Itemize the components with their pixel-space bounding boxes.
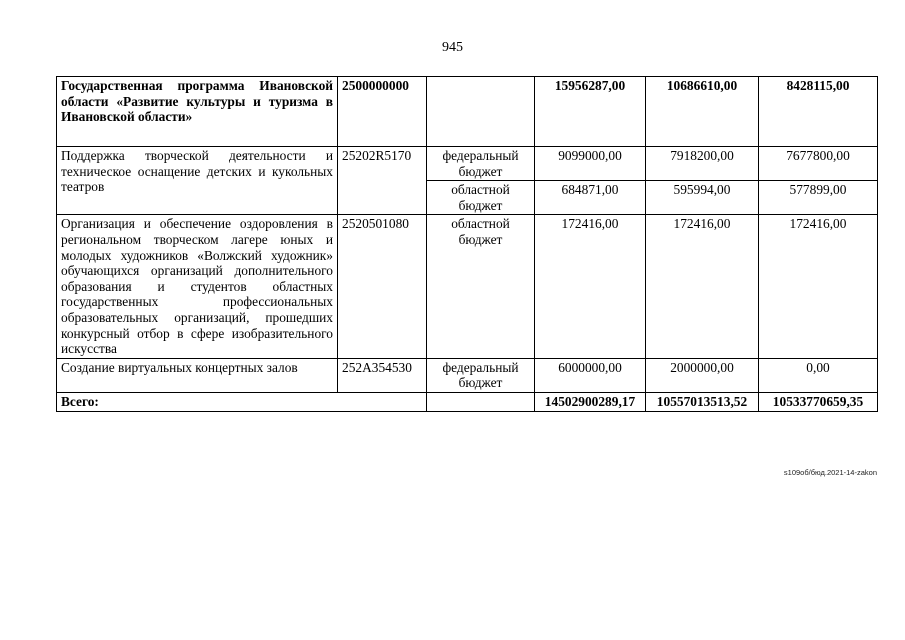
total-row [57, 392, 878, 411]
table-row [57, 77, 878, 147]
funding-source-cell: федеральный бюджет [427, 358, 535, 392]
funding-source-cell: областной бюджет [427, 215, 535, 358]
code-cell: 252A354530 [338, 358, 427, 392]
program-name-cell: Создание виртуальных концертных залов [57, 358, 338, 392]
code-cell: 2520501080 [338, 215, 427, 358]
amount-year3-cell: 8428115,00 [759, 77, 878, 147]
document-footer-code: s109об/бюд.2021-14-zakon [783, 468, 877, 477]
amount-year1-cell: 684871,00 [535, 181, 646, 215]
budget-table [56, 76, 878, 412]
amount-year1-cell: 172416,00 [535, 215, 646, 358]
table-row [57, 147, 878, 181]
program-name-cell: Государственная программа Ивановской области «Развитие культуры и туризма в Ивановской области» [57, 77, 338, 147]
total-label-cell: Всего: [57, 392, 427, 411]
amount-year3-cell: 172416,00 [759, 215, 878, 358]
total-year3-cell: 10533770659,35 [759, 392, 878, 411]
funding-source-cell [427, 392, 535, 411]
amount-year3-cell: 0,00 [759, 358, 878, 392]
code-cell: 25202R5170 [338, 147, 427, 215]
amount-year3-cell: 577899,00 [759, 181, 878, 215]
amount-year2-cell: 7918200,00 [646, 147, 759, 181]
total-year2-cell: 10557013513,52 [646, 392, 759, 411]
amount-year3-cell: 7677800,00 [759, 147, 878, 181]
program-name-cell: Организация и обеспечение оздоровления в региональном творческом лагере юных и молодых художников «Волжский художник» обучающихся организаций дополнительного образования и студентов областных государственных профессиональных образовательных организаций, прошедших конкурсный отбор в сфере изобразительного искусства [57, 215, 338, 358]
funding-source-cell: федеральный бюджет [427, 147, 535, 181]
amount-year1-cell: 9099000,00 [535, 147, 646, 181]
code-cell: 2500000000 [338, 77, 427, 147]
funding-source-cell: областной бюджет [427, 181, 535, 215]
amount-year2-cell: 2000000,00 [646, 358, 759, 392]
program-name-cell: Поддержка творческой деятельности и техническое оснащение детских и кукольных театров [57, 147, 338, 215]
amount-year2-cell: 10686610,00 [646, 77, 759, 147]
amount-year1-cell: 6000000,00 [535, 358, 646, 392]
funding-source-cell [427, 77, 535, 147]
table-row [57, 215, 878, 358]
page-number: 945 [442, 40, 463, 55]
table-row [57, 358, 878, 392]
total-year1-cell: 14502900289,17 [535, 392, 646, 411]
amount-year2-cell: 595994,00 [646, 181, 759, 215]
amount-year2-cell: 172416,00 [646, 215, 759, 358]
amount-year1-cell: 15956287,00 [535, 77, 646, 147]
